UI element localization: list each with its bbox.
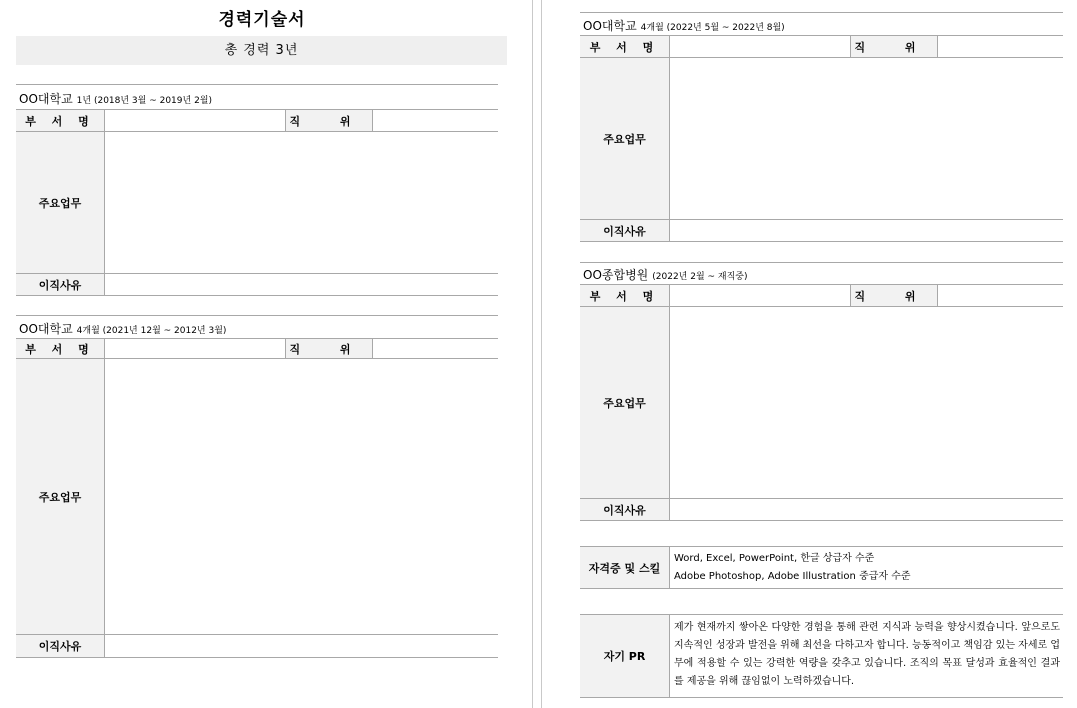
period: (2022년 2월 ~ 재직중) — [652, 272, 748, 282]
org-name: OO대학교 — [19, 92, 73, 106]
section-top-rule — [16, 315, 498, 316]
main-duties-label: 주요업무 — [580, 58, 669, 219]
department-label: 부 서 명 — [580, 285, 669, 306]
period: 4개월 (2021년 12월 ~ 2012년 3월) — [76, 326, 227, 336]
reason-for-leaving-label: 이직사유 — [580, 220, 669, 241]
total-career-bar: 총 경력 3년 — [16, 36, 507, 65]
skill-line: Adobe Photoshop, Adobe Illustration 중급자 수준 — [674, 571, 911, 582]
label-divider — [669, 547, 670, 588]
period: 1년 (2018년 3월 ~ 2019년 2월) — [76, 96, 212, 106]
department-label: 부 서 명 — [16, 110, 104, 131]
reason-for-leaving-field[interactable] — [670, 220, 1063, 241]
table-rule — [580, 520, 1063, 521]
section-top-rule — [580, 12, 1063, 13]
table-rule — [580, 697, 1063, 698]
position-label: 직 위 — [851, 285, 937, 306]
table-rule — [580, 241, 1063, 242]
label-divider — [669, 615, 670, 697]
department-label: 부 서 명 — [16, 339, 104, 358]
department-field[interactable] — [105, 339, 285, 358]
self-pr-label: 자기 PR — [580, 615, 669, 697]
main-duties-label: 주요업무 — [16, 132, 104, 273]
department-label: 부 서 명 — [580, 36, 669, 57]
table-rule — [580, 588, 1063, 589]
page-divider — [541, 0, 542, 708]
section-title — [583, 266, 748, 283]
department-field[interactable] — [105, 110, 285, 131]
department-field[interactable] — [670, 36, 850, 57]
reason-for-leaving-label: 이직사유 — [16, 635, 104, 657]
document-title: 경력기술서 — [218, 10, 306, 30]
position-label: 직 위 — [286, 110, 372, 131]
section-title — [583, 17, 785, 34]
department-field[interactable] — [670, 285, 850, 306]
section-top-rule — [16, 84, 498, 85]
page-divider — [532, 0, 533, 708]
position-field[interactable] — [938, 36, 1063, 57]
main-duties-field[interactable] — [105, 359, 498, 634]
table-rule — [16, 657, 498, 658]
section-top-rule — [580, 262, 1063, 263]
reason-for-leaving-field[interactable] — [670, 499, 1063, 520]
skill-line: Word, Excel, PowerPoint, 한글 상급자 수준 — [674, 553, 875, 564]
section-title — [19, 320, 226, 337]
main-duties-field[interactable] — [105, 132, 498, 273]
position-label: 직 위 — [286, 339, 372, 358]
position-field[interactable] — [373, 339, 498, 358]
org-name: OO종합병원 — [583, 268, 649, 282]
main-duties-field[interactable] — [670, 307, 1063, 498]
reason-for-leaving-field[interactable] — [105, 274, 498, 295]
main-duties-label: 주요업무 — [16, 359, 104, 634]
reason-for-leaving-label: 이직사유 — [580, 499, 669, 520]
period: 4개월 (2022년 5월 ~ 2022년 8월) — [640, 23, 785, 33]
reason-for-leaving-field[interactable] — [105, 635, 498, 657]
skills-label: 자격증 및 스킬 — [580, 547, 669, 588]
reason-for-leaving-label: 이직사유 — [16, 274, 104, 295]
org-name: OO대학교 — [19, 322, 73, 336]
position-field[interactable] — [373, 110, 498, 131]
org-name: OO대학교 — [583, 19, 637, 33]
self-pr-text[interactable]: 제가 현재까지 쌓아온 다양한 경험을 통해 관련 지식과 능력을 향상시켰습니다. 앞으로도 지속적인 성장과 발전을 위해 최선을 다하고자 합니다. 능동적이고 책임감 있는 자세로 업무에 적용할 수 있는 강력한 역량을 갖추고 있습니다. 조직의 목표 달성과 효율적인 결과를 제공을 위해 끊임없이 노력하겠습니다. — [674, 622, 1060, 687]
section-title — [19, 90, 212, 107]
table-rule — [16, 295, 498, 296]
position-field[interactable] — [938, 285, 1063, 306]
position-label: 직 위 — [851, 36, 937, 57]
main-duties-label: 주요업무 — [580, 307, 669, 498]
main-duties-field[interactable] — [670, 58, 1063, 219]
skills-field[interactable] — [674, 550, 1059, 586]
